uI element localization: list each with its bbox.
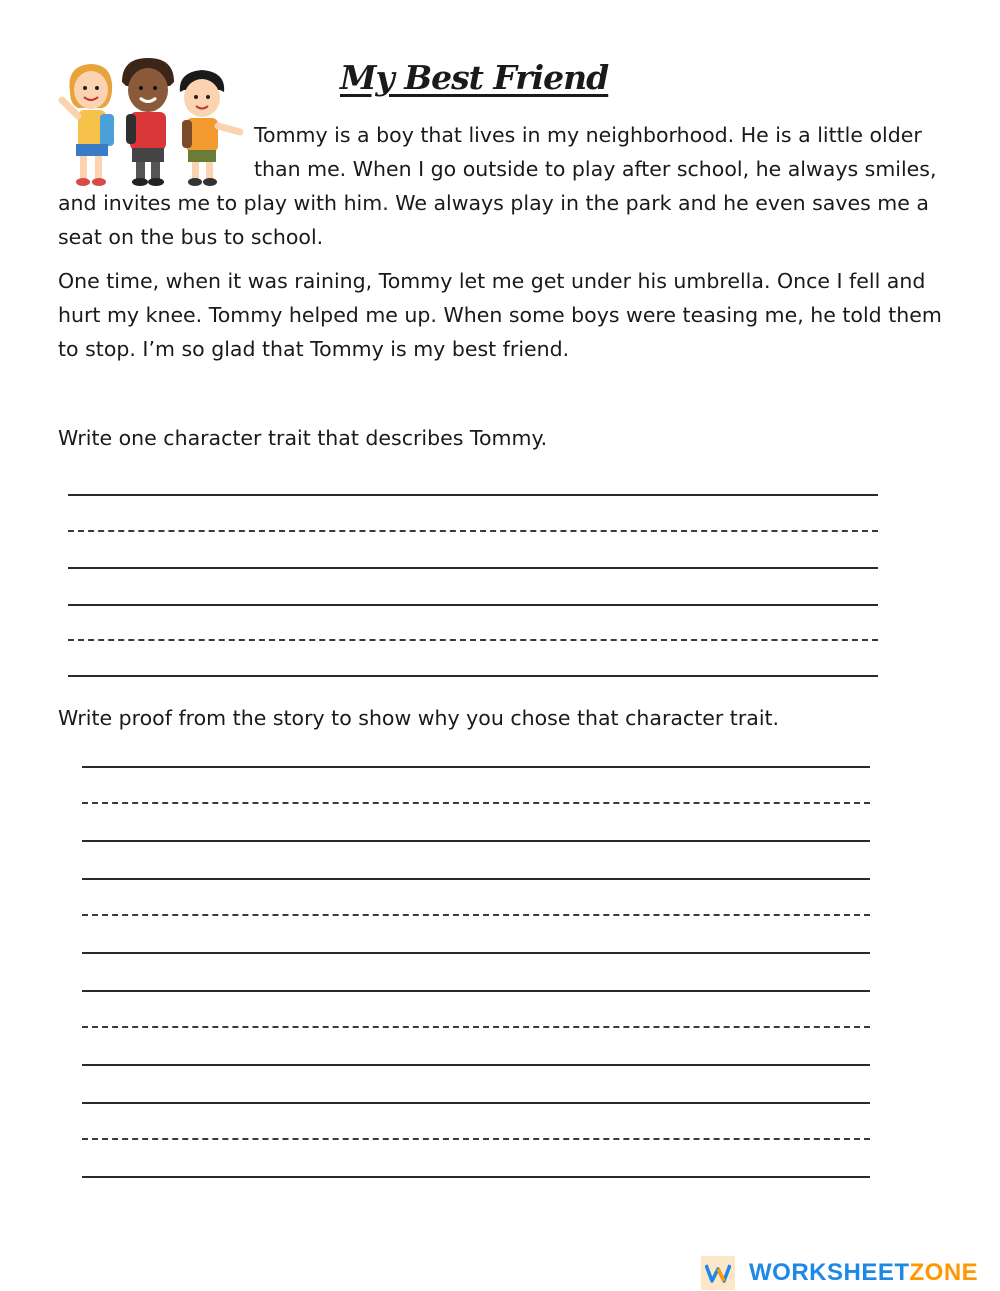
answer-lines-question-1[interactable]: [68, 494, 878, 684]
writing-line-dashed: [82, 914, 870, 916]
writing-line-solid: [82, 1064, 870, 1066]
writing-line-solid: [68, 604, 878, 606]
writing-line-dashed: [82, 1026, 870, 1028]
brand-name-part-1: WORKSHEET: [749, 1259, 910, 1286]
writing-line-solid: [68, 567, 878, 569]
w-logo-icon: [701, 1256, 735, 1290]
story-paragraph-1: Tommy is a boy that lives in my neighborhood. He is a little older than me. When I go outside to play after school, he always smiles, and invites me to play with him. We always play in the park and he even saves me a seat on the bus to school.: [58, 123, 937, 249]
worksheetzone-logo[interactable]: [701, 1256, 978, 1290]
writing-line-solid: [82, 1176, 870, 1178]
writing-line-solid: [68, 675, 878, 677]
writing-line-solid: [82, 840, 870, 842]
writing-line-solid: [82, 766, 870, 768]
writing-line-dashed: [82, 1138, 870, 1140]
story-paragraph-2: One time, when it was raining, Tommy let me get under his umbrella. Once I fell and hurt my knee. Tommy helped me up. When some boys were teasing me, he told them to stop. I’m so glad that Tommy is my best friend.: [58, 269, 942, 361]
question-2-prompt: Write proof from the story to show why you chose that character trait.: [58, 706, 780, 730]
writing-line-dashed: [82, 802, 870, 804]
answer-lines-question-2[interactable]: [82, 766, 870, 1186]
writing-line-solid: [82, 1102, 870, 1104]
brand-name-part-2: ZONE: [909, 1259, 979, 1286]
worksheet-title: My Best Friend: [340, 58, 609, 97]
story-text: [58, 118, 948, 376]
writing-line-dashed: [68, 639, 878, 641]
writing-line-solid: [68, 494, 878, 496]
illustration-spacer: [58, 118, 254, 186]
writing-line-solid: [82, 878, 870, 880]
question-1-prompt: Write one character trait that describes Tommy.: [58, 426, 548, 450]
brand-name: [749, 1259, 978, 1287]
writing-line-solid: [82, 990, 870, 992]
writing-line-solid: [82, 952, 870, 954]
writing-line-dashed: [68, 530, 878, 532]
